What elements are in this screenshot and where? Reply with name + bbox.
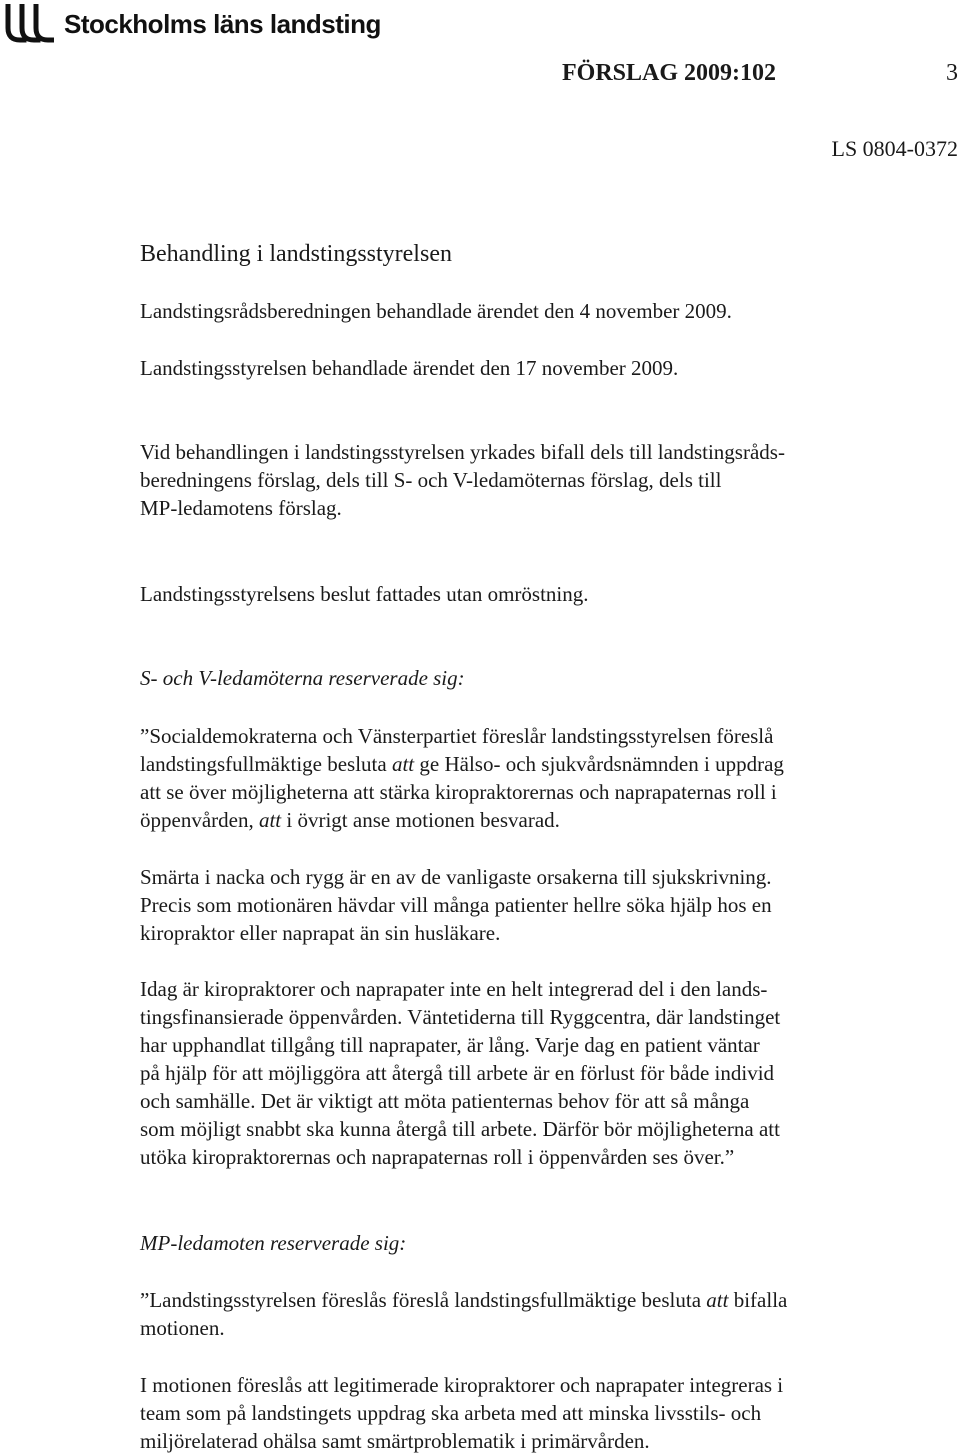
- paragraph: Landstingsrådsberedningen behandlade ärendet den 4 november 2009.: [140, 299, 732, 323]
- page-number: 3: [946, 60, 958, 86]
- quote-paragraph: I motionen föreslås att legitimerade kiropraktorer och naprapater integreras i team som på landstingets uppdrag ska arbeta med att minska livsstils- och miljörelaterad ohälsa samt smärtproblematik i primärvården.: [140, 1373, 784, 1453]
- paragraph: Vid behandlingen i landstingsstyrelsen yrkades bifall dels till landstingsråds- beredningens förslag, dels till S- och V-ledamöternas förslag, dels till MP-ledamotens förslag.: [140, 440, 785, 520]
- reservation-heading: MP-ledamoten reserverade sig:: [140, 1231, 407, 1255]
- document-title: FÖRSLAG 2009:102: [562, 60, 777, 86]
- organization-logo: [4, 2, 381, 46]
- section-heading: Behandling i landstingsstyrelsen: [140, 241, 452, 267]
- paragraph: Landstingsstyrelsen behandlade ärendet den 17 november 2009.: [140, 356, 679, 380]
- reservation-heading: S- och V-ledamöterna reserverade sig:: [140, 666, 465, 690]
- quote-paragraph: ”Landstingsstyrelsen föreslås föreslå landstingsfullmäktige besluta att bifalla motionen.: [140, 1288, 788, 1340]
- quote-paragraph: Smärta i nacka och rygg är en av de vanligaste orsakerna till sjukskrivning. Precis som motionären hävdar vill många patienter hellre söka hjälp hos en kiropraktor eller naprapat än sin husläkare.: [140, 865, 772, 945]
- quote-paragraph: ”Socialdemokraterna och Vänsterpartiet föreslår landstingsstyrelsen föreslå landstingsfullmäktige besluta att ge Hälso- och sjukvårdsnämnden i uppdrag att se över möjligheterna att stärka kiropraktorernas och naprapaternas roll i öppenvården, att i övrigt anse motionen besvarad.: [140, 724, 784, 832]
- paragraph: Landstingsstyrelsens beslut fattades utan omröstning.: [140, 582, 589, 606]
- quote-paragraph: Idag är kiropraktorer och naprapater inte en helt integrerad del i den lands- tingsfinansierade öppenvården. Väntetiderna till Ryggcentra, där landstinget har upphandlat tillgång till naprapater, är lång. Varje dag en patient väntar på hjälp för att möjliggöra att återgå till arbete är en förlust för både individ och samhälle. Det är viktigt att möta patienternas behov för att så många som möjligt snabbt ska kunna återgå till arbete. Därför bör möjligheterna att utöka kiropraktorernas och naprapaternas roll i öppenvården ses över.”: [140, 977, 781, 1169]
- reference-number: LS 0804-0372: [831, 136, 958, 161]
- landsting-emblem-icon: [4, 4, 54, 44]
- organization-name: Stockholms läns landsting: [64, 8, 381, 39]
